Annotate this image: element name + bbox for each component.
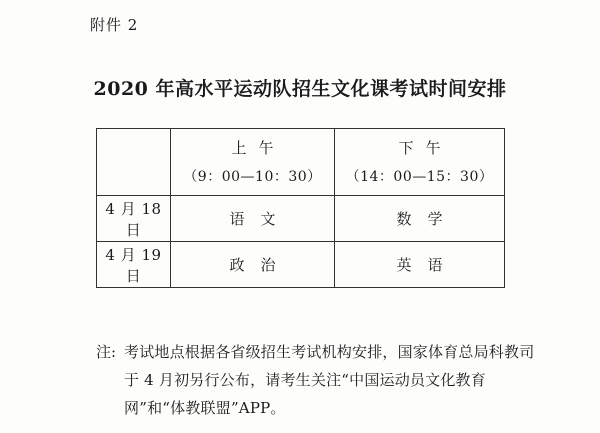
afternoon-period-name: 下午 — [398, 139, 453, 157]
document-title: 2020 年高水平运动队招生文化课考试时间安排 — [93, 78, 507, 100]
exam-date-cell: 4 月 18 日 — [97, 196, 171, 242]
exam-schedule-table — [96, 128, 505, 288]
table-corner-cell — [97, 129, 171, 196]
footnote-label: 注: — [96, 343, 117, 361]
afternoon-period-time: （14：00—15：30） — [345, 169, 494, 185]
morning-header-cell — [171, 129, 335, 196]
subject-label: 数学 — [396, 210, 459, 228]
subject-label: 政治 — [229, 256, 292, 274]
afternoon-subject-cell — [335, 242, 505, 288]
subject-label: 语文 — [229, 210, 292, 228]
morning-subject-cell — [171, 196, 335, 242]
table-header-row — [97, 129, 505, 196]
morning-subject-cell — [171, 242, 335, 288]
attachment-label: 附件 2 — [90, 16, 139, 34]
morning-period-name: 上午 — [231, 139, 286, 157]
afternoon-subject-cell — [335, 196, 505, 242]
table-row — [97, 242, 505, 288]
footnote-text: 考试地点根据各省级招生考试机构安排，国家体育总局科教司于 4 月初另行公布，请考生关注“中国运动员文化教育网”和“体教联盟”APP。 — [124, 343, 535, 417]
afternoon-header-cell — [335, 129, 505, 196]
exam-date-cell: 4 月 19 日 — [97, 242, 171, 288]
table-row — [97, 196, 505, 242]
morning-period-time: （9：00—10：30） — [183, 169, 322, 185]
footnote — [96, 338, 536, 422]
subject-label: 英语 — [396, 256, 459, 274]
